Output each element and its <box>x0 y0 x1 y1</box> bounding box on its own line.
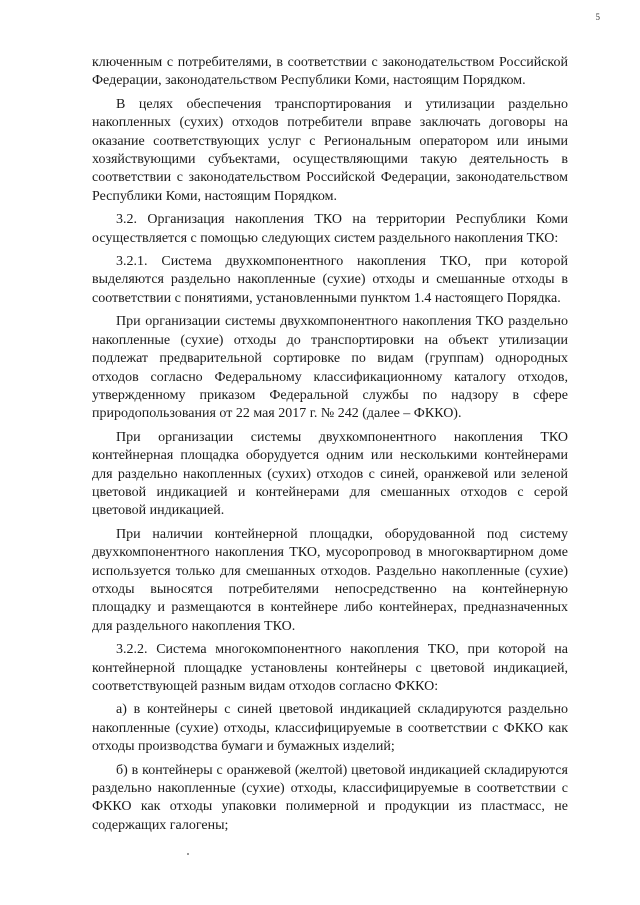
paragraph: При организации системы двухкомпонентного накопления ТКО контейнерная площадка оборудуется одним или несколькими контейнерами для раздельно накопленных (сухих) отходов с синей, оранжевой или зеленой цветовой индикацией и контейнерами для смешанных отходов с серой цветовой индикацией. <box>92 429 568 519</box>
paragraph: При организации системы двухкомпонентного накопления ТКО раздельно накопленные (сухие) отходы до транспортировки на объект утилизации подлежат предварительной сортировке по видам (группам) однородных отходов согласно Федеральному классификационному каталогу отходов, утвержденному приказом Федеральной службы по надзору в сфере природопользования от 22 мая 2017 г. № 242 (далее – ФККО). <box>92 314 568 422</box>
paragraph: 3.2.2. Система многокомпонентного накопления ТКО, при которой на контейнерной площадке установлены контейнеры с цветовой индикацией, соответствующей разным видам отходов согласно ФККО: <box>92 642 568 694</box>
list-item: б) в контейнеры с оранжевой (желтой) цветовой индикацией складируются раздельно накопленные (сухие) отходы, классифицируемые в соответствии с ФККО как отходы упаковки полимерной и продукции из пластмасс, не содержащих галогены; <box>92 762 568 833</box>
list-item: а) в контейнеры с синей цветовой индикацией складируются раздельно накопленные (сухие) отходы, классифицируемые в соответствии с ФККО как отходы производства бумаги и бумажных изделий; <box>92 702 568 755</box>
paragraph: 3.2. Организация накопления ТКО на территории Республики Коми осуществляется с помощью следующих систем раздельного накопления ТКО: <box>92 212 568 246</box>
paragraph: В целях обеспечения транспортирования и утилизации раздельно накопленных (сухих) отходов потребители вправе заключать договоры на оказание соответствующих услуг с Региональным оператором или иными хозяйствующими субъектами, осуществляющими такую деятельность в соответствии с законодательством Российской Федерации, законодательством Республики Коми, настоящим Порядком. <box>92 96 568 204</box>
scan-speck <box>187 853 189 855</box>
page-number: 5 <box>595 12 600 22</box>
paragraph: ключенным с потребителями, в соответствии с законодательством Российской Федерации, законодательством Республики Коми, настоящим Порядком. <box>92 55 568 89</box>
paragraph: 3.2.1. Система двухкомпонентного накопления ТКО, при которой выделяются раздельно накопленные (сухие) отходы и смешанные отходы в соответствии с понятиями, установленными пунктом 1.4 настоящего Порядка. <box>92 254 568 306</box>
document-body <box>92 54 568 840</box>
paragraph: При наличии контейнерной площадки, оборудованной под систему двухкомпонентного накопления ТКО, мусоропровод в многоквартирном доме используется только для смешанных отходов. Раздельно накопленные (сухие) отходы выносятся потребителями непосредственно на контейнерную площадку и размещаются в контейнере либо контейнерах, предназначенных для раздельного накопления ТКО. <box>92 526 568 634</box>
